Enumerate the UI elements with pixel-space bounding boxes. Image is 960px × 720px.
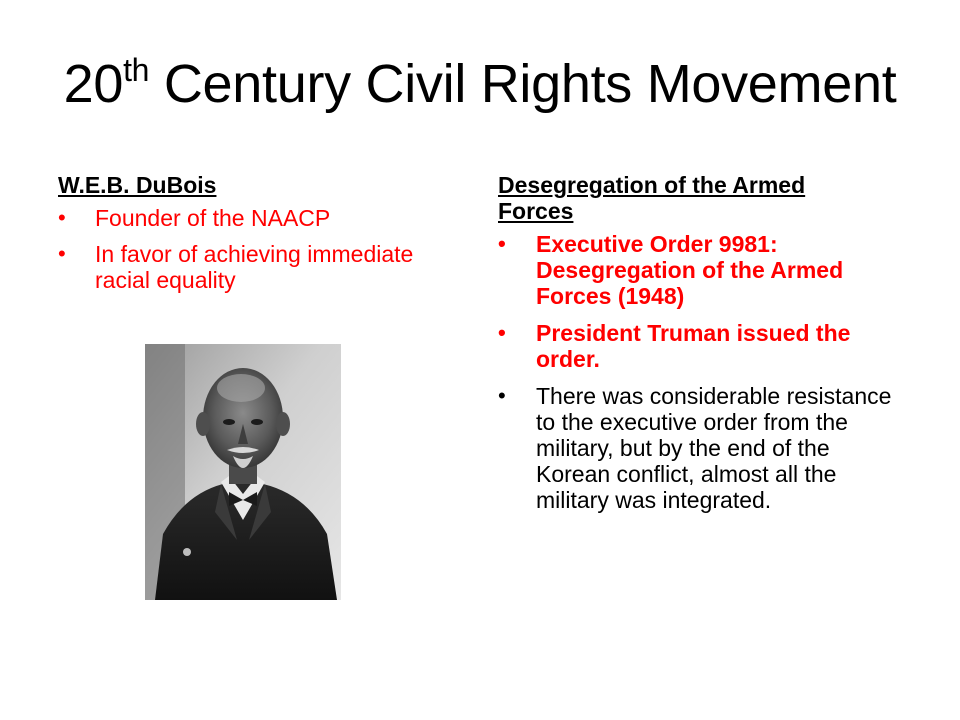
title-number: 20 <box>63 54 124 114</box>
bullet-text: President Truman issued the order. <box>536 320 851 372</box>
bullet-text: There was considerable resistance to the executive order from the military, but by the end of the Korean conflict, almost all the military was integrated. <box>536 383 892 513</box>
list-item <box>58 241 448 293</box>
slide-title <box>40 52 920 116</box>
bullet-icon: • <box>498 231 506 256</box>
bullet-icon: • <box>58 241 66 266</box>
list-item <box>498 320 908 372</box>
bullet-icon: • <box>498 383 506 408</box>
bullet-text: Founder of the NAACP <box>95 205 331 231</box>
list-item <box>58 205 448 231</box>
bullet-icon: • <box>498 320 506 345</box>
bullet-text: Executive Order 9981: Desegregation of the Armed Forces (1948) <box>536 231 844 309</box>
right-bullet-list <box>498 231 908 513</box>
left-column <box>58 172 448 303</box>
portrait-photo <box>145 344 341 600</box>
title-text: Century Civil Rights Movement <box>149 54 897 114</box>
right-column <box>498 172 908 524</box>
right-heading-line2: Forces <box>498 198 574 224</box>
list-item <box>498 231 908 309</box>
right-heading-line1: Desegregation of the Armed <box>498 172 806 198</box>
left-bullet-list <box>58 205 448 293</box>
left-heading: W.E.B. DuBois <box>58 172 217 198</box>
list-item <box>498 383 908 513</box>
bullet-text: In favor of achieving immediate racial equality <box>95 241 414 293</box>
right-heading <box>498 172 908 224</box>
bullet-icon: • <box>58 205 66 230</box>
title-superscript: th <box>123 52 150 88</box>
